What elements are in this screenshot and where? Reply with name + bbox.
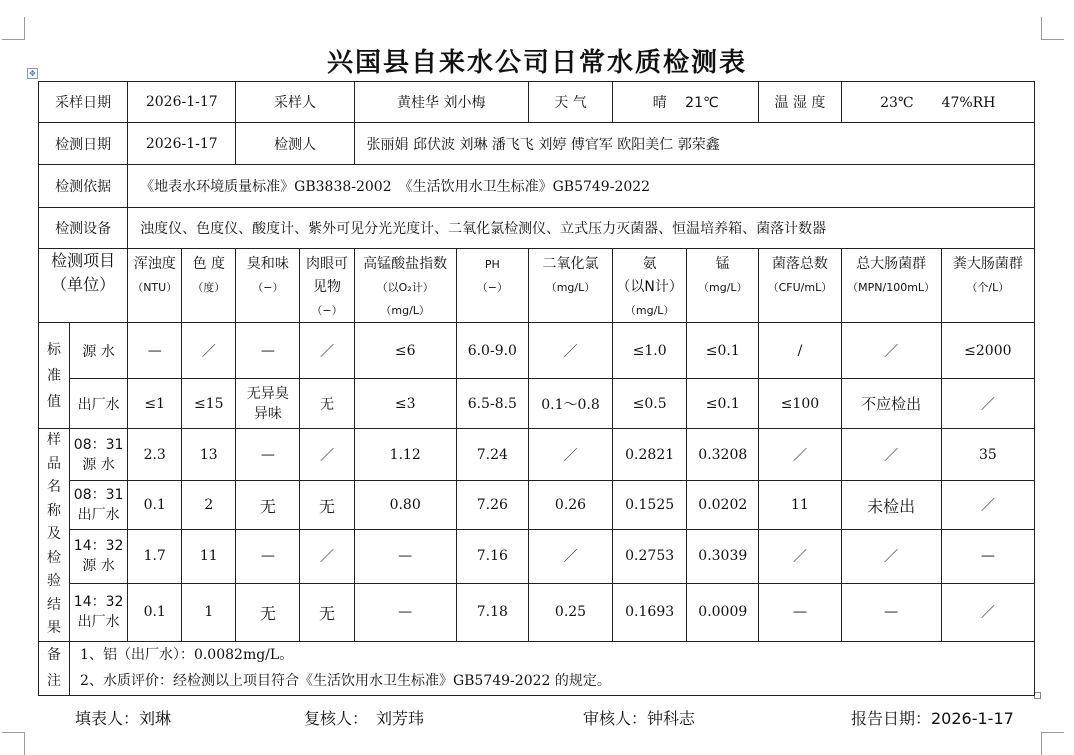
col-name2: （以O₂计） [376, 281, 434, 294]
col-header-odor [236, 249, 300, 323]
table-cell: 11 [759, 481, 841, 529]
item-header-line1: 检测项目 [51, 251, 116, 270]
table-cell: — [841, 584, 941, 641]
table-cell: ／ [941, 481, 1034, 529]
results-label-char: 品 [47, 455, 62, 472]
table-cell: 无 [236, 481, 300, 529]
sample-name [70, 584, 128, 641]
col-unit: （mg/L） [624, 304, 675, 317]
col-header-manganese [687, 249, 759, 323]
results-label-char: 验 [47, 573, 62, 589]
sampler-label: 采样人 [236, 82, 354, 123]
col-header-color [182, 249, 236, 323]
table-cell: — [128, 323, 182, 379]
notes-row [39, 641, 1035, 695]
col-unit: （−） [252, 281, 284, 294]
standard-label [39, 323, 70, 429]
table-cell: ／ [841, 529, 941, 583]
table-cell: — [941, 529, 1034, 583]
table-cell: — [236, 429, 300, 481]
table-cell: 35 [941, 429, 1034, 481]
table-cell: ≤1.0 [613, 323, 687, 379]
sample-time: 08：31 [73, 436, 124, 453]
table-cell: 0.1 [128, 584, 182, 641]
results-label-char: 检 [47, 549, 62, 566]
notes-label-char: 备 [47, 647, 62, 663]
table-cell: ≤15 [182, 379, 236, 429]
table-cell: ／ [528, 529, 612, 583]
table-cell: 不应检出 [841, 379, 941, 429]
table-cell: ／ [841, 323, 941, 379]
reviewer-signature: 复核人： 刘芳玮 [304, 709, 425, 728]
results-label [39, 429, 70, 642]
table-cell: 0.80 [354, 481, 456, 529]
results-label-char: 果 [47, 620, 62, 636]
basis-label: 检测依据 [39, 165, 128, 208]
table-cell: 无异臭异味 [236, 379, 300, 429]
results-label-char: 及 [47, 526, 62, 542]
temp-humidity-value: 23℃ 47%RH [841, 82, 1034, 123]
table-cell: ≤0.5 [613, 379, 687, 429]
table-cell: 0.1693 [613, 584, 687, 641]
table-move-handle-icon[interactable]: ✥ [27, 68, 38, 79]
equipment-value: 浊度仪、色度仪、酸度计、紫外可见分光光度计、二氧化氯检测仪、立式压力灭菌器、恒温培养箱、菌落计数器 [128, 208, 1035, 249]
col-header-ammonia [613, 249, 687, 323]
table-cell: 未检出 [841, 481, 941, 529]
results-label-char: 称 [47, 502, 62, 519]
result-row [39, 481, 1035, 529]
approver-signature: 审核人：钟科志 [583, 709, 696, 728]
col-header-chlorine-dioxide [528, 249, 612, 323]
table-cell: — [354, 584, 456, 641]
result-row [39, 584, 1035, 641]
col-name: 菌落总数 [771, 256, 828, 272]
report-date: 报告日期：2026-1-17 [851, 709, 1014, 728]
standard-label-char: 值 [47, 393, 62, 410]
col-name: 锰 [715, 256, 730, 272]
standard-label-char: 准 [47, 367, 62, 384]
col-unit: （CFU/mL） [767, 281, 833, 294]
sample-time: 08：31 [73, 487, 124, 504]
weather-value: 晴 21℃ [613, 82, 759, 123]
results-label-char: 样 [47, 432, 62, 448]
col-header-permanganate [354, 249, 456, 323]
result-row [39, 529, 1035, 583]
col-name: 肉眼可 [306, 256, 349, 272]
table-cell: 0.2821 [613, 429, 687, 481]
col-header-ph [456, 249, 528, 323]
col-name: 高锰酸盐指数 [363, 256, 448, 272]
table-cell: 6.0-9.0 [456, 323, 528, 379]
sample-name [70, 429, 128, 481]
sampling-date-value: 2026-1-17 [128, 82, 236, 123]
table-cell: ≤0.1 [687, 379, 759, 429]
table-cell: 1.12 [354, 429, 456, 481]
col-unit: （mg/L） [380, 304, 430, 317]
col-unit: （个/L） [966, 281, 1010, 294]
table-cell: 6.5-8.5 [456, 379, 528, 429]
table-cell: ／ [300, 429, 354, 481]
tester-label: 检测人 [236, 123, 354, 165]
note-line: 2、水质评价：经检测以上项目符合《生活饮用水卫生标准》GB5749-2022 的规定。 [80, 673, 611, 689]
table-cell: 7.24 [456, 429, 528, 481]
table-cell: 11 [182, 529, 236, 583]
sample-type: 出厂水 [77, 507, 120, 524]
table-cell: ／ [759, 429, 841, 481]
notes-content [70, 641, 1035, 695]
table-cell: 0.3208 [687, 429, 759, 481]
notes-label [39, 641, 70, 695]
standard-row-source [39, 323, 1035, 379]
col-name: PH [484, 258, 500, 271]
table-cell: 2.3 [128, 429, 182, 481]
sample-type: 源 水 [82, 456, 115, 473]
table-cell: 0.3039 [687, 529, 759, 583]
table-cell: 13 [182, 429, 236, 481]
table-cell: 无 [300, 379, 354, 429]
col-name: 二氧化氯 [542, 256, 599, 272]
col-name: 粪大肠菌群 [952, 256, 1023, 272]
col-unit: （−） [311, 304, 343, 317]
table-cell: 0.2753 [613, 529, 687, 583]
table-cell: 0.1～0.8 [528, 379, 612, 429]
table-cell: — [236, 529, 300, 583]
equipment-label: 检测设备 [39, 208, 128, 249]
col-unit: （MPN/100mL） [847, 281, 936, 294]
col-header-fecal-coliforms [941, 249, 1034, 323]
basis-value: 《地表水环境质量标准》GB3838-2002 《生活饮用水卫生标准》GB5749-2022 [128, 165, 1035, 208]
sampling-date-label: 采样日期 [39, 82, 128, 123]
standard-type: 出厂水 [70, 379, 128, 429]
sample-time: 14：32 [73, 538, 124, 555]
table-cell: ／ [841, 429, 941, 481]
col-name2: 见物 [313, 279, 342, 295]
table-cell: ≤100 [759, 379, 841, 429]
table-cell: 0.26 [528, 481, 612, 529]
table-cell: 0.0009 [687, 584, 759, 641]
document-title: 兴国县自来水公司日常水质检测表 [326, 48, 747, 78]
col-name: 色 度 [192, 256, 226, 272]
col-name: 浑浊度 [133, 256, 176, 272]
table-cell: 7.16 [456, 529, 528, 583]
page-corner-mark [2, 17, 25, 40]
table-cell: 无 [300, 584, 354, 641]
sample-time: 14：32 [73, 594, 124, 611]
table-cell: 0.25 [528, 584, 612, 641]
filler-signature: 填表人：刘琳 [75, 709, 172, 728]
results-label-char: 名 [47, 479, 62, 495]
col-unit: （NTU） [132, 281, 178, 294]
table-cell: 1.7 [128, 529, 182, 583]
weather-label: 天 气 [528, 82, 612, 123]
test-date-value: 2026-1-17 [128, 123, 236, 165]
col-name: 总大肠菌群 [856, 256, 927, 272]
col-unit: （度） [192, 281, 226, 294]
table-cell: ≤3 [354, 379, 456, 429]
col-name: 臭和味 [246, 256, 289, 272]
col-name: 氨 [642, 256, 657, 272]
sample-name [70, 529, 128, 583]
table-cell: ／ [528, 429, 612, 481]
table-cell: 无 [300, 481, 354, 529]
water-quality-table [38, 81, 1035, 696]
table-cell: 0.1 [128, 481, 182, 529]
table-cell: ≤6 [354, 323, 456, 379]
col-header-total-coliforms [841, 249, 941, 323]
results-label-char: 结 [47, 596, 62, 613]
notes-label-char: 注 [47, 673, 62, 689]
col-header-visible-matter [300, 249, 354, 323]
standard-label-char: 标 [47, 341, 62, 358]
table-resize-handle[interactable] [1034, 692, 1041, 699]
table-cell: 0.0202 [687, 481, 759, 529]
standard-type: 源 水 [70, 323, 128, 379]
item-header-line2: （单位） [51, 275, 116, 294]
table-cell: ≤0.1 [687, 323, 759, 379]
tester-names: 张丽娟 邱伏波 刘琳 潘飞飞 刘婷 傅官军 欧阳美仁 郭荣鑫 [354, 123, 1034, 165]
table-cell: — [354, 529, 456, 583]
table-cell: 2 [182, 481, 236, 529]
table-cell: 无 [236, 584, 300, 641]
table-cell: ≤2000 [941, 323, 1034, 379]
table-cell: 7.18 [456, 584, 528, 641]
temp-humidity-label: 温 湿 度 [759, 82, 841, 123]
col-unit: （mg/L） [545, 281, 596, 294]
note-line: 1、铝（出厂水）：0.0082mg/L。 [80, 647, 294, 663]
col-name2: （以N计） [616, 279, 683, 295]
sample-name [70, 481, 128, 529]
table-cell: ／ [528, 323, 612, 379]
col-unit: （−） [476, 281, 508, 294]
table-cell: ≤1 [128, 379, 182, 429]
table-cell: ／ [941, 584, 1034, 641]
test-date-label: 检测日期 [39, 123, 128, 165]
table-cell: / [759, 323, 841, 379]
table-cell: ／ [300, 323, 354, 379]
sampler-names: 黄桂华 刘小梅 [354, 82, 528, 123]
table-cell: 1 [182, 584, 236, 641]
col-unit: （mg/L） [698, 281, 748, 294]
table-cell: ／ [300, 529, 354, 583]
result-row [39, 429, 1035, 481]
page-corner-mark [1041, 17, 1064, 40]
table-cell: 7.26 [456, 481, 528, 529]
table-cell: ／ [941, 379, 1034, 429]
col-header-colony-count [759, 249, 841, 323]
table-cell: — [759, 584, 841, 641]
col-header-turbidity [128, 249, 182, 323]
table-cell: ／ [759, 529, 841, 583]
sample-type: 出厂水 [77, 614, 120, 631]
table-cell: ／ [182, 323, 236, 379]
sample-type: 源 水 [82, 558, 115, 575]
standard-row-factory [39, 379, 1035, 429]
table-cell: 0.1525 [613, 481, 687, 529]
table-cell: — [236, 323, 300, 379]
item-header [39, 249, 128, 323]
